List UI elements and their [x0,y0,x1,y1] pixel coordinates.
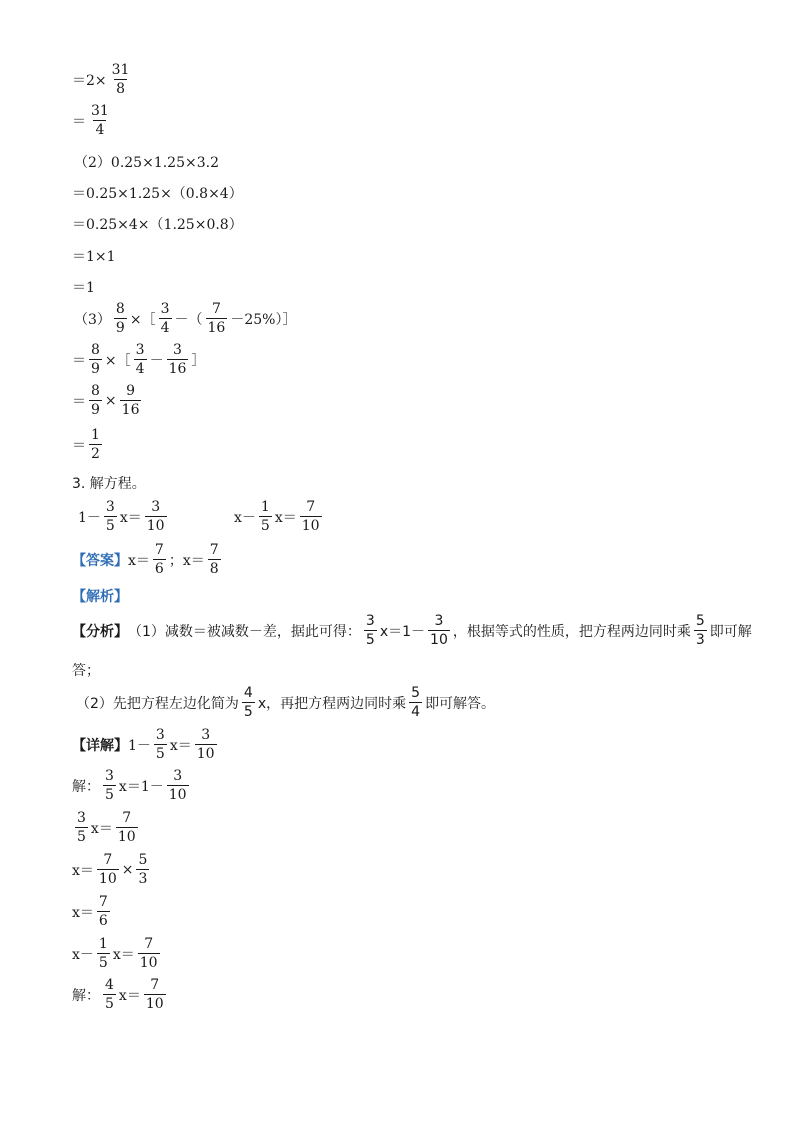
text: ＝ [72,393,86,410]
denominator: 10 [168,787,187,803]
text: x＝ [90,820,113,837]
text: ，根据等式的性质，把方程两边同时乘 [452,623,691,640]
denominator: 5 [105,518,115,534]
detail-head [72,728,220,761]
text: ＝ [72,113,86,130]
s1-line1 [72,63,134,96]
text: －25%）］ [230,311,297,328]
detail-step-2 [72,811,141,844]
fraction [136,853,149,886]
denominator: 4 [95,122,105,138]
s3-line3 [72,428,105,461]
denominator: 5 [260,518,270,534]
text: （2）0.25×1.25×3.2 [74,155,219,171]
text: ＝1 [72,280,95,296]
fraction [259,500,272,533]
text: ×［ [104,352,131,369]
fraction [153,543,166,576]
denominator: 2 [91,446,100,462]
text: 解： [72,778,100,795]
analysis-tag: 【解析】 [72,589,128,605]
text: x＝ [72,904,94,921]
numerator: 8 [115,301,125,317]
denominator: 6 [154,561,164,577]
analysis-tag-line [72,586,128,606]
text: x－ [72,946,94,963]
numerator: 7 [306,499,316,515]
numerator: 3 [77,810,86,826]
fraction [694,614,707,647]
text: ＝0.25×1.25×（0.8×4） [72,186,243,202]
text: x＝1－ [118,778,164,795]
fraction [75,811,88,844]
numerator: 4 [105,977,114,993]
numerator: 3 [105,499,115,515]
s2-head [74,152,219,172]
fraction [159,302,172,335]
numerator: 7 [154,542,164,558]
numerator: 1 [98,936,108,952]
numerator: 3 [151,499,161,515]
s3-line2 [72,384,144,417]
denominator: 16 [168,361,187,377]
text: x＝ [169,737,192,754]
numerator: 8 [91,383,100,399]
analysis-tag-fenxi: 【分析】 [72,623,128,640]
detail-tag: 【详解】 [72,737,128,754]
denominator: 3 [138,871,148,887]
denominator: 9 [91,361,100,377]
fraction [89,343,102,376]
denominator: 10 [301,518,320,534]
fraction [89,428,102,461]
numerator: 3 [173,342,182,358]
numerator: 7 [150,977,160,993]
fraction [97,895,110,928]
fraction [364,614,377,647]
fraction [206,302,228,335]
q3-equation-2 [234,500,325,533]
numerator: 7 [98,894,108,910]
denominator: 10 [196,746,215,762]
denominator: 16 [121,402,140,418]
fraction [167,769,189,802]
text: x＝ [118,987,141,1004]
detail-step-5 [72,937,163,970]
text: 即可解 [709,623,752,640]
text: x＝ [112,946,135,963]
text: x＝ [72,862,94,879]
text: x＝ [274,509,297,526]
denominator: 10 [430,632,448,648]
fraction [138,937,160,970]
text: 即可解答。 [425,695,496,712]
text: x＝1－ [379,623,426,640]
fraction [242,686,255,719]
fraction [145,500,167,533]
text: －（ [174,311,203,328]
numerator: 5 [695,613,705,629]
s3-line1 [72,343,205,376]
text: x－ [234,509,256,526]
detail-step-3 [72,853,152,886]
numerator: 3 [160,301,170,317]
denominator: 10 [145,996,164,1012]
text: ＝2× [72,72,107,89]
text: x＝ [119,509,142,526]
fraction [97,937,110,970]
analysis-line-2 [76,686,495,719]
text: 1－ [128,737,151,754]
text: ＝1×1 [72,249,116,265]
denominator: 5 [155,746,165,762]
numerator: 5 [138,852,148,868]
denominator: 9 [115,320,125,336]
denominator: 5 [98,955,108,971]
denominator: 5 [365,632,375,648]
detail-step-1 [72,769,192,802]
q3-equation-1 [78,500,170,533]
numerator: 5 [411,685,421,701]
fraction [110,63,132,96]
numerator: 7 [144,936,154,952]
numerator: 31 [111,62,130,78]
fraction [144,978,166,1011]
denominator: 8 [209,561,219,577]
numerator: 3 [155,727,165,743]
text: 解： [72,987,100,1004]
question-title: 3. 解方程。 [72,476,146,492]
fraction [89,104,111,137]
fraction [103,978,116,1011]
fraction [116,811,138,844]
denominator: 6 [98,913,108,929]
text: 1－ [78,509,101,526]
text: 答； [72,663,100,679]
text: （1）减数＝被减数－差，据此可得： [128,623,361,640]
detail-step-4 [72,895,113,928]
fraction [114,302,127,335]
denominator: 9 [91,402,100,418]
denominator: 10 [98,871,117,887]
analysis-line-1 [72,614,752,647]
numerator: 3 [105,768,114,784]
fraction [167,343,189,376]
denominator: 10 [117,829,136,845]
numerator: 7 [209,542,219,558]
denominator: 3 [695,632,705,648]
numerator: 3 [365,613,375,629]
numerator: 1 [91,427,100,443]
fraction [103,769,116,802]
fraction [134,343,147,376]
numerator: 3 [201,727,211,743]
numerator: 4 [243,685,253,701]
fraction [89,384,102,417]
text: － [149,352,164,369]
denominator: 4 [135,361,145,377]
fraction [409,686,422,719]
s2-line1 [72,183,243,203]
answer-tag: 【答案】 [72,552,128,569]
numerator: 3 [173,768,183,784]
numerator: 1 [260,499,270,515]
fraction [300,500,322,533]
text: x＝ [128,552,150,569]
numerator: 3 [434,613,444,629]
q3-title [72,473,146,493]
fraction [120,384,142,417]
numerator: 7 [103,852,113,868]
fraction [97,853,119,886]
numerator: 3 [135,342,145,358]
fraction [154,728,167,761]
numerator: 31 [91,103,109,119]
fraction [195,728,217,761]
denominator: 5 [105,996,114,1012]
fraction [428,614,450,647]
fraction [104,500,117,533]
denominator: 5 [105,787,114,803]
text: ＝0.25×4×（1.25×0.8） [72,217,243,233]
detail-step-6 [72,978,169,1011]
text: （2）先把方程左边化简为 [76,695,239,712]
text: ；x＝ [168,552,205,569]
analysis-line-1-cont [72,660,100,680]
denominator: 5 [243,704,253,720]
denominator: 4 [411,704,421,720]
numerator: 7 [211,301,221,317]
denominator: 16 [207,320,226,336]
s2-line4 [72,277,95,297]
s2-line3 [72,246,116,266]
denominator: 8 [116,81,126,97]
text: ＝ [72,437,86,454]
denominator: 10 [146,518,165,534]
s2-line2 [72,214,243,234]
numerator: 8 [91,342,100,358]
numerator: 9 [126,383,136,399]
numerator: 7 [122,810,132,826]
denominator: 4 [160,320,170,336]
text: （3） [74,311,111,328]
text: ＝ [72,352,86,369]
text: x，再把方程两边同时乘 [257,695,407,712]
denominator: 10 [139,955,158,971]
fraction [208,543,221,576]
denominator: 5 [77,829,86,845]
text: ］ [191,352,206,369]
s1-line2 [72,104,114,137]
text: ×［ [129,311,156,328]
answer-line [72,543,224,576]
text: × [121,861,134,878]
text: × [104,392,117,409]
s3-head [74,302,296,335]
